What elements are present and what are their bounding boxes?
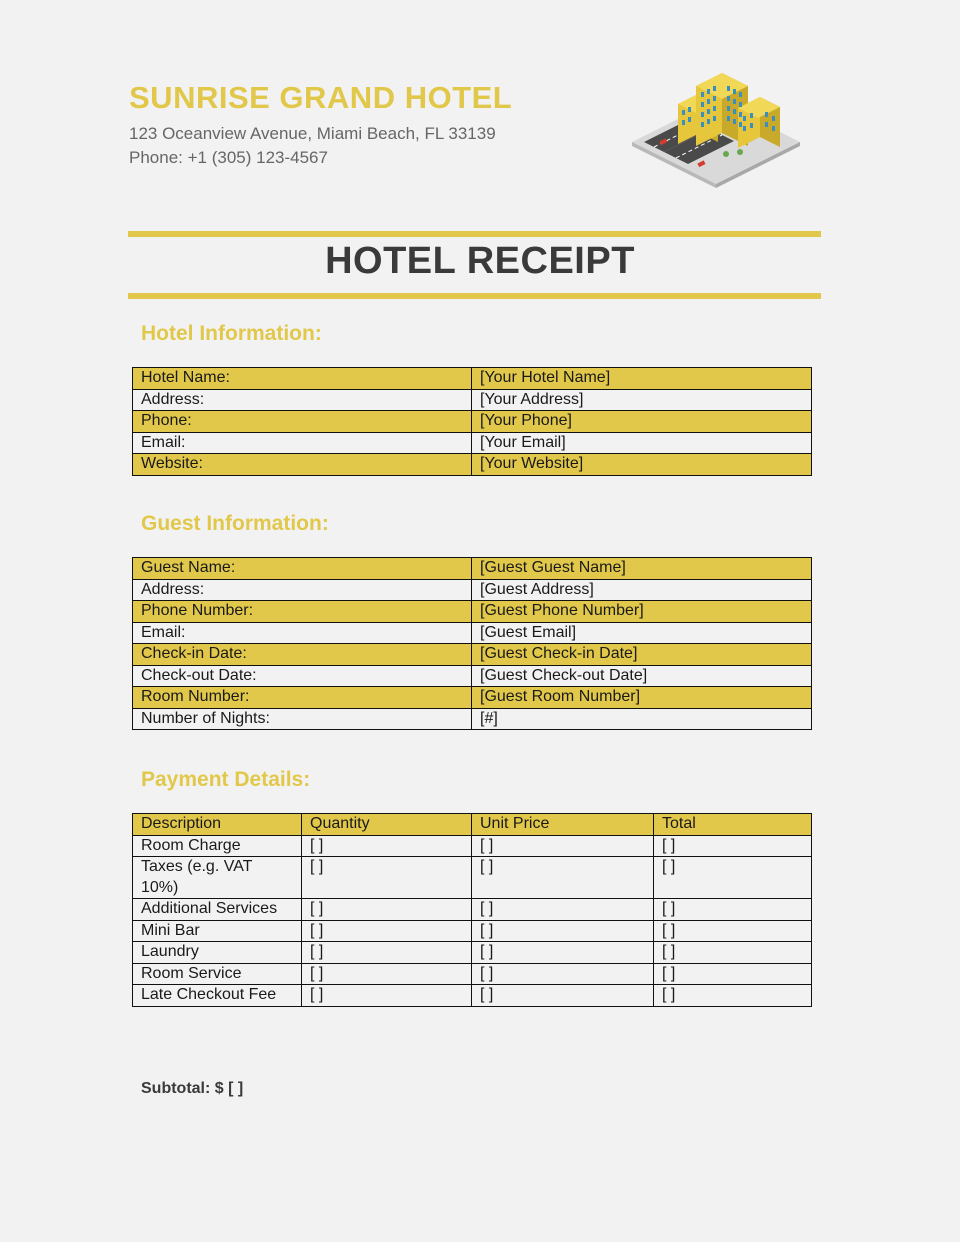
field-value: [Your Phone] (472, 411, 812, 433)
table-row (133, 622, 812, 644)
table-row (133, 835, 812, 857)
table-cell: [ ] (654, 920, 812, 942)
field-label: Number of Nights: (133, 708, 472, 730)
table-row (133, 942, 812, 964)
hotel-brand-address: 123 Oceanview Avenue, Miami Beach, FL 33139 (129, 124, 496, 143)
guest-info-table (132, 557, 812, 730)
table-row (133, 432, 812, 454)
table-cell: Room Service (133, 963, 302, 985)
field-label: Phone: (133, 411, 472, 433)
hotel-brand-phone: Phone: +1 (305) 123-4567 (129, 148, 328, 167)
table-cell: [ ] (654, 985, 812, 1007)
table-cell: [ ] (302, 835, 472, 857)
table-row (133, 644, 812, 666)
table-row (133, 963, 812, 985)
field-label: Hotel Name: (133, 368, 472, 390)
table-cell: [ ] (472, 899, 654, 921)
payment-table (132, 813, 812, 1007)
field-label: Phone Number: (133, 601, 472, 623)
field-label: Email: (133, 432, 472, 454)
column-header: Description (133, 814, 302, 836)
field-value: [Guest Guest Name] (472, 558, 812, 580)
table-cell: [ ] (472, 985, 654, 1007)
table-cell: Taxes (e.g. VAT 10%) (133, 857, 302, 899)
table-cell: [ ] (302, 899, 472, 921)
table-row (133, 687, 812, 709)
guest-info-heading: Guest Information: (141, 512, 329, 535)
field-value: [Guest Phone Number] (472, 601, 812, 623)
field-label: Email: (133, 622, 472, 644)
table-row (133, 857, 812, 899)
table-cell: [ ] (302, 963, 472, 985)
table-row (133, 899, 812, 921)
table-cell: [ ] (654, 857, 812, 899)
table-row (133, 389, 812, 411)
field-value: [Guest Check-out Date] (472, 665, 812, 687)
field-label: Check-out Date: (133, 665, 472, 687)
table-cell: [ ] (654, 899, 812, 921)
table-row (133, 708, 812, 730)
table-cell: [ ] (472, 920, 654, 942)
table-cell: [ ] (654, 835, 812, 857)
field-value: [#] (472, 708, 812, 730)
hotel-info-heading: Hotel Information: (141, 322, 322, 345)
table-row (133, 368, 812, 390)
title-rule-bottom (128, 293, 821, 299)
table-row (133, 985, 812, 1007)
hotel-building-icon (630, 62, 802, 192)
table-row (133, 920, 812, 942)
field-value: [Guest Check-in Date] (472, 644, 812, 666)
field-value: [Guest Email] (472, 622, 812, 644)
table-cell: [ ] (302, 857, 472, 899)
field-value: [Your Website] (472, 454, 812, 476)
table-cell: Additional Services (133, 899, 302, 921)
field-value: [Guest Room Number] (472, 687, 812, 709)
table-cell: [ ] (472, 857, 654, 899)
field-label: Website: (133, 454, 472, 476)
table-cell: [ ] (472, 835, 654, 857)
column-header: Unit Price (472, 814, 654, 836)
page-title: HOTEL RECEIPT (325, 240, 635, 282)
table-row (133, 665, 812, 687)
table-cell: [ ] (472, 942, 654, 964)
field-value: [Your Email] (472, 432, 812, 454)
field-value: [Guest Address] (472, 579, 812, 601)
table-cell: Laundry (133, 942, 302, 964)
field-value: [Your Hotel Name] (472, 368, 812, 390)
field-label: Address: (133, 389, 472, 411)
table-cell: [ ] (472, 963, 654, 985)
hotel-brand-name: SUNRISE GRAND HOTEL (129, 80, 513, 115)
table-cell: [ ] (302, 920, 472, 942)
table-row (133, 411, 812, 433)
table-cell: Late Checkout Fee (133, 985, 302, 1007)
column-header: Total (654, 814, 812, 836)
column-header: Quantity (302, 814, 472, 836)
table-cell: [ ] (302, 985, 472, 1007)
field-label: Guest Name: (133, 558, 472, 580)
table-row (133, 579, 812, 601)
subtotal: Subtotal: $ [ ] (141, 1080, 244, 1097)
hotel-info-table (132, 367, 812, 476)
field-value: [Your Address] (472, 389, 812, 411)
table-cell: [ ] (654, 963, 812, 985)
field-label: Address: (133, 579, 472, 601)
title-rule-top (128, 231, 821, 237)
field-label: Room Number: (133, 687, 472, 709)
table-row (133, 558, 812, 580)
table-cell: [ ] (302, 942, 472, 964)
payment-details-heading: Payment Details: (141, 768, 311, 791)
table-cell: Mini Bar (133, 920, 302, 942)
table-cell: [ ] (654, 942, 812, 964)
table-header-row (133, 814, 812, 836)
table-cell: Room Charge (133, 835, 302, 857)
field-label: Check-in Date: (133, 644, 472, 666)
table-row (133, 601, 812, 623)
table-row (133, 454, 812, 476)
